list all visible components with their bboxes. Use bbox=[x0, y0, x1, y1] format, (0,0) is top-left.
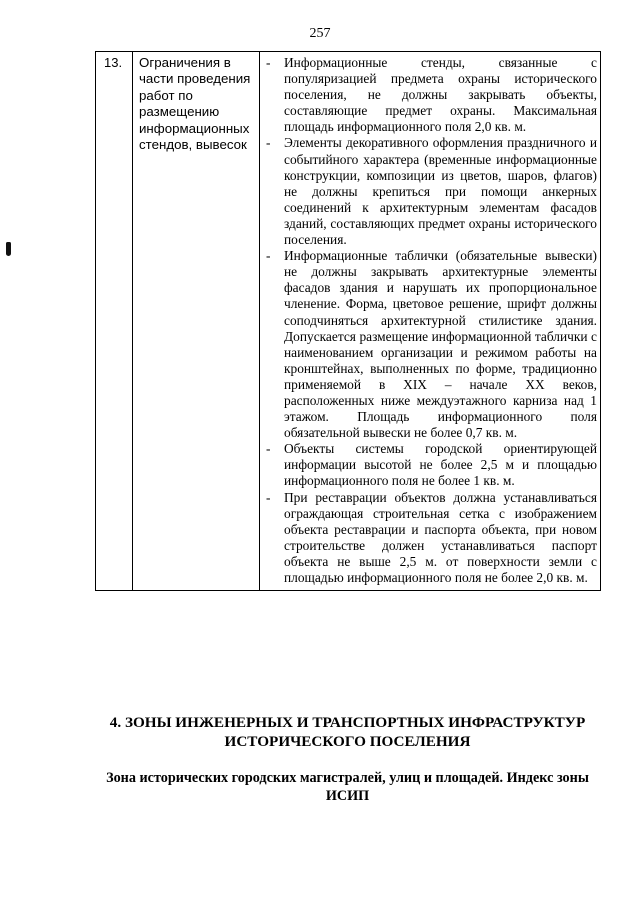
list-item bbox=[263, 441, 597, 489]
row-subject: Ограничения в части проведения работ по размещению информационных стендов, вывесок bbox=[133, 52, 260, 591]
bullet-dash: - bbox=[266, 441, 271, 457]
bullet-dash: - bbox=[266, 489, 271, 505]
list-item bbox=[263, 490, 597, 587]
list-item bbox=[263, 248, 597, 441]
row-requirements bbox=[260, 52, 601, 591]
bullet-dash: - bbox=[266, 135, 271, 151]
list-item bbox=[263, 55, 597, 135]
requirements-list bbox=[263, 55, 597, 586]
list-item-text: При реставрации объектов должна устанавливаться ограждающая строительная сетка с изображением объекта реставрации и паспорта объекта, при новом строительстве должен устанавливаться паспорт объекта не выше 2,5 м. от поверхности земли с площадью информационного поля не более 2,0 кв. м. bbox=[284, 489, 597, 585]
bullet-dash: - bbox=[266, 55, 271, 70]
list-item-text: Элементы декоративного оформления праздничного и событийного характера (временные информационные конструкции, композиции из цветов, шаров, флагов) не должны крепиться при помощи анкерных соединений к архитектурным элементам фасадов зданий, составляющих предмет охраны исторического поселения. bbox=[284, 135, 597, 248]
list-item-text: Информационные стенды, связанные с популяризацией предмета охраны исторического поселения, не должны закрывать объекты, составляющие предмет охраны. Максимальная площадь информационного поля 2,0 кв. м. bbox=[284, 55, 597, 135]
requirements-table bbox=[95, 51, 601, 591]
bullet-dash: - bbox=[266, 248, 271, 264]
list-item-text: Объекты системы городской ориентирующей информации высотой не более 2,5 м и площадью информационного поля не более 1 кв. м. bbox=[284, 441, 597, 489]
list-item bbox=[263, 135, 597, 248]
scan-mark bbox=[6, 242, 11, 256]
page-number: 257 bbox=[309, 26, 331, 41]
section-title: 4. ЗОНЫ ИНЖЕНЕРНЫХ И ТРАНСПОРТНЫХ ИНФРАСТРУКТУР ИСТОРИЧЕСКОГО ПОСЕЛЕНИЯ bbox=[109, 714, 586, 750]
table-row bbox=[96, 52, 601, 591]
list-item-text: Информационные таблички (обязательные вывески) не должны закрывать архитектурные элементы фасадов здания и нарушать их пропорциональное членение. Форма, цветовое решение, шрифт должны соподчиняться архитектурной стилистике здания. Допускается размещение информационной таблички с наименованием организации и режимом работы на кронштейнах, выполненных по форме, традиционно применяемой в XIX – начале XX веков, расположенных ниже междуэтажного карниза над 1 этажом. Площадь информационного поля обязательной вывески не более 0,7 кв. м. bbox=[284, 248, 597, 441]
section-subtitle: Зона исторических городских магистралей, улиц и площадей. Индекс зоны ИСИП bbox=[106, 770, 589, 804]
row-number: 13. bbox=[96, 52, 133, 591]
